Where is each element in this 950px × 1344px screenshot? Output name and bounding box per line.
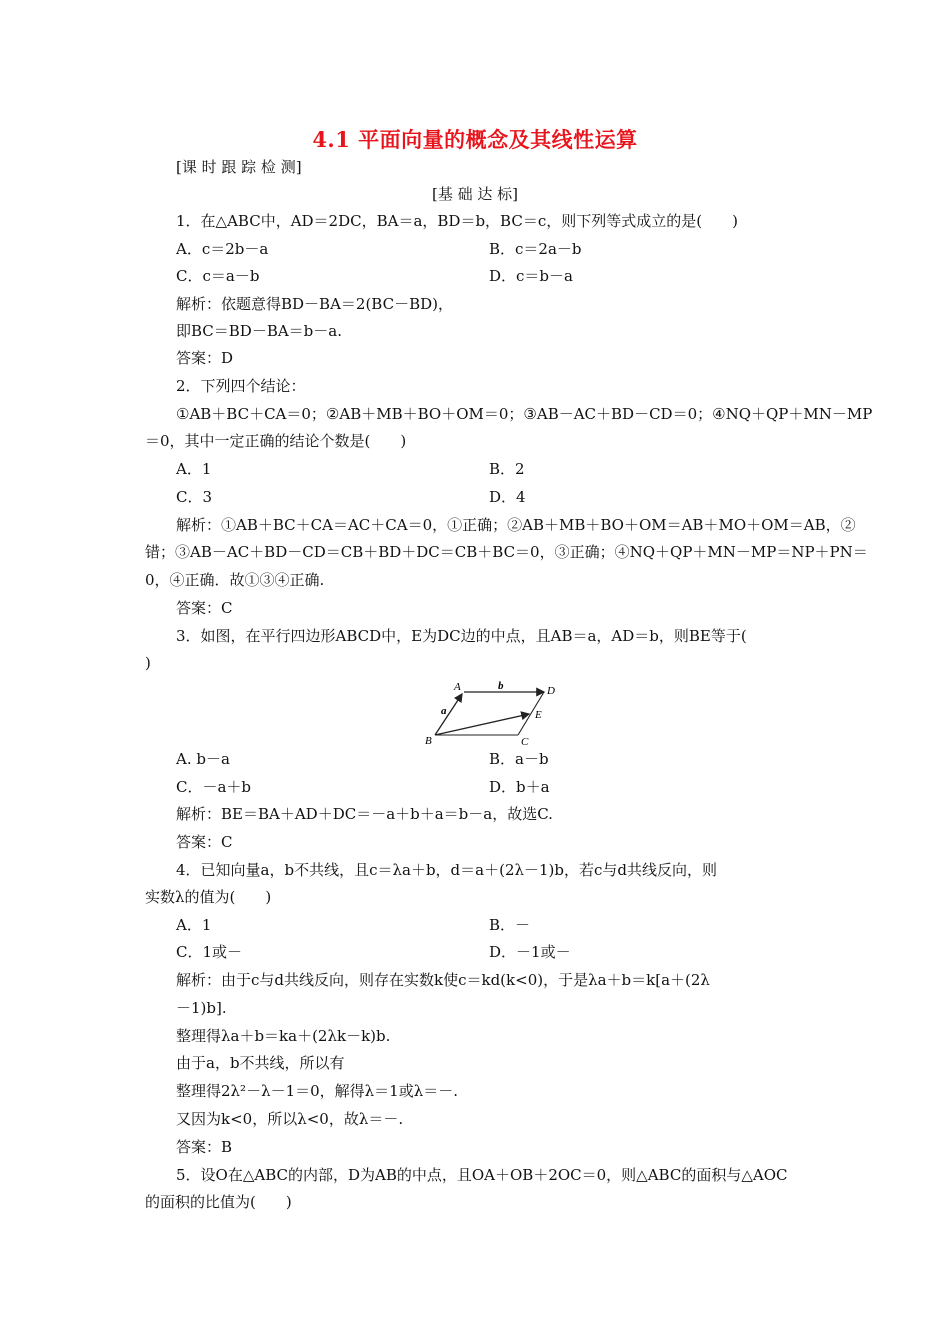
text-line: －1)b].: [176, 999, 227, 1017]
text-line: D．4: [489, 488, 526, 506]
label-A: A: [454, 681, 461, 693]
text-line: 又因为k<0，所以λ<0，故λ＝－.: [176, 1110, 404, 1128]
label-a: a: [441, 705, 447, 717]
text-line: 答案：C: [176, 599, 233, 617]
text-line: 的面积的比值为( ): [145, 1193, 292, 1211]
text-line: 1．在△ABC中，AD＝2DC，BA＝a，BD＝b，BC＝c，则下列等式成立的是( ): [176, 212, 738, 230]
text-line: A．c＝2b－a: [176, 240, 269, 258]
text-line: B．－: [489, 916, 531, 934]
text-line: 答案：D: [176, 349, 234, 367]
text-line: 5．设O在△ABC的内部，D为AB的中点，且OA＋OB＋2OC＝0，则△ABC的面积与△AOC: [176, 1166, 788, 1184]
edge-ba: [435, 694, 462, 735]
text-line: 解析：①AB＋BC＋CA＝AC＋CA＝0，①正确；②AB＋MB＋BO＋OM＝AB＋MO＋OM＝AB，②: [176, 516, 856, 534]
text-line: 0，④正确．故①③④正确.: [145, 571, 325, 589]
text-line: 整理得λa＋b＝ka＋(2λk－k)b.: [176, 1027, 391, 1045]
vector-be: [435, 714, 529, 735]
text-line: B．a－b: [489, 750, 549, 768]
text-line: 答案：B: [176, 1138, 233, 1156]
text-line: A．1: [176, 916, 212, 934]
label-C: C: [521, 736, 529, 748]
label-b: b: [498, 680, 504, 692]
text-line: C．c＝a－b: [176, 267, 260, 285]
section-label: [基 础 达 标]: [431, 185, 518, 203]
text-line: B．c＝2a－b: [489, 240, 582, 258]
text-line: 错；③AB－AC＋BD－CD＝CB＋BD＋DC＝CB＋BC＝0，③正确；④NQ＋QP＋MN－MP＝NP＋PN＝: [145, 543, 868, 561]
text-line: D．－1或－: [489, 943, 571, 961]
header-label: [课 时 跟 踪 检 测]: [176, 158, 302, 176]
text-line: 由于a，b不共线，所以有: [176, 1054, 345, 1072]
text-line: 即BC＝BD－BA＝b－a.: [176, 322, 342, 340]
text-line: A. b－a: [176, 750, 230, 768]
text-line: 解析：依题意得BD－BA＝2(BC－BD)，: [176, 295, 453, 313]
text-line: 解析：BE＝BA＋AD＋DC＝－a＋b＋a＝b－a，故选C.: [176, 805, 553, 823]
label-D: D: [547, 685, 555, 697]
label-E: E: [535, 709, 542, 721]
parallelogram-figure: [420, 678, 570, 750]
text-line: A．1: [176, 460, 212, 478]
text-line: D．c＝b－a: [489, 267, 573, 285]
text-line: 3．如图，在平行四边形ABCD中，E为DC边的中点，且AB＝a，AD＝b，则BE等于(: [176, 627, 747, 645]
label-B: B: [425, 735, 432, 747]
text-line: C．3: [176, 488, 213, 506]
text-line: 2．下列四个结论：: [176, 377, 306, 395]
text-line: C．－a＋b: [176, 778, 252, 796]
text-line: B．2: [489, 460, 525, 478]
text-line: ①AB＋BC＋CA＝0；②AB＋MB＋BO＋OM＝0；③AB－AC＋BD－CD＝0；④NQ＋QP＋MN－MP: [176, 405, 873, 423]
text-line: 答案：C: [176, 833, 233, 851]
text-line: ＝0，其中一定正确的结论个数是( ): [145, 432, 407, 450]
text-line: 解析：由于c与d共线反向，则存在实数k使c＝kd(k<0)，于是λa＋b＝k[a＋(2λ: [176, 971, 710, 989]
text-line: C．1或－: [176, 943, 243, 961]
page-title: 4.1 平面向量的概念及其线性运算: [312, 127, 638, 152]
text-line: D．b＋a: [489, 778, 550, 796]
text-line: 4．已知向量a，b不共线，且c＝λa＋b，d＝a＋(2λ－1)b，若c与d共线反向，则: [176, 861, 717, 879]
text-line: 整理得2λ²－λ－1＝0，解得λ＝1或λ＝－.: [176, 1082, 458, 1100]
text-line: ): [145, 654, 151, 672]
text-line: 实数λ的值为( ): [145, 888, 272, 906]
